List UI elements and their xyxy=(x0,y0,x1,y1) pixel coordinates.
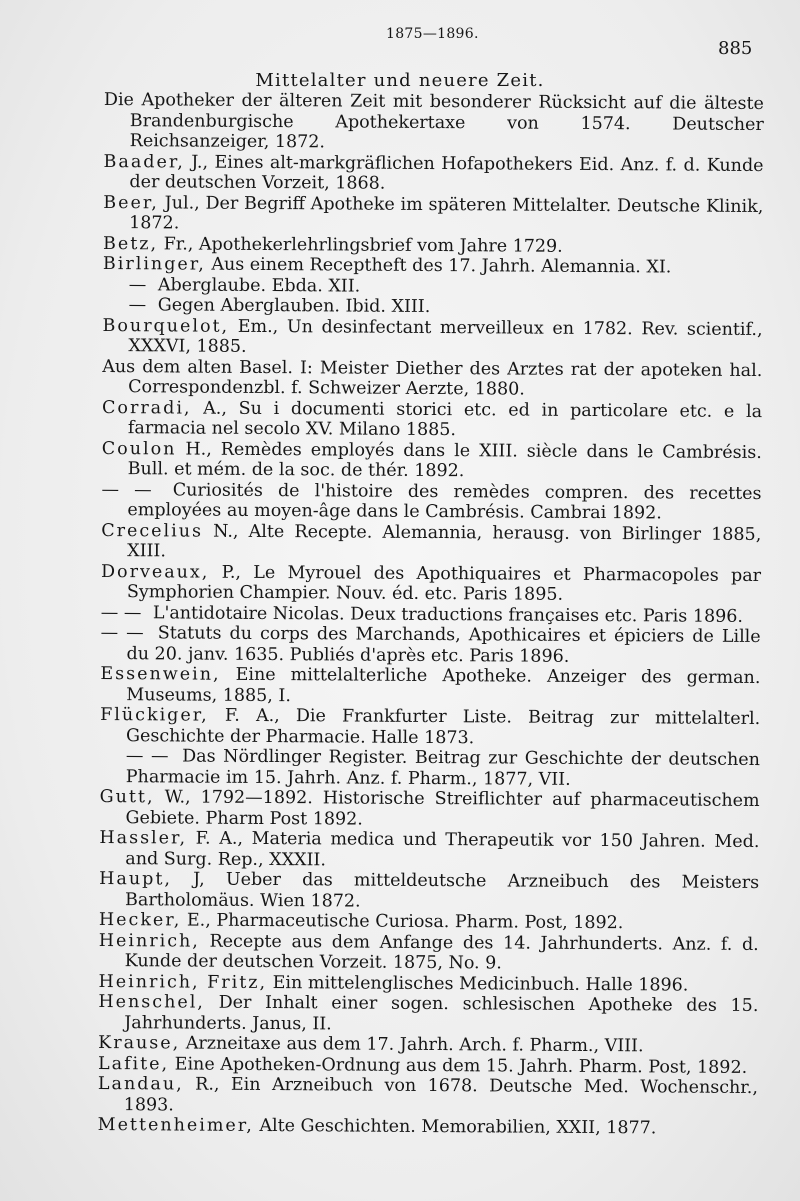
entry-author: Essenwein, xyxy=(100,663,221,685)
entry-text: Fr., Apothekerlehrlingsbrief vom Jahre 1729. xyxy=(158,233,563,257)
bibliography-entry xyxy=(101,561,761,606)
entry-author: Mettenheimer, xyxy=(97,1114,254,1136)
entry-text: Ein mittelenglisches Medicinbuch. Halle 1896. xyxy=(267,972,689,996)
entry-text: Aus einem Receptheft des 17. Jahrh. Alemannia. XI. xyxy=(205,254,672,278)
entry-author: Coulon xyxy=(101,438,177,459)
entry-text: Aberglaube. Ebda. XII. xyxy=(152,274,361,297)
bibliography-entry xyxy=(100,623,760,668)
bibliography-entry xyxy=(101,479,761,524)
bibliography-entry xyxy=(98,992,758,1037)
entry-text: Das Nördlinger Register. Beitrag zur Geschichte der deutschen Pharmacie im 15. Jahrh. Anz. f. Pharm., 1877, VII. xyxy=(125,746,760,790)
entry-text: Gegen Aberglauben. Ibid. XIII. xyxy=(152,295,431,317)
bibliography-entry xyxy=(101,520,761,565)
entry-text: Eine Apotheken-Ordnung aus dem 15. Jahrh. Pharm. Post, 1892. xyxy=(169,1053,748,1078)
entry-author: Henschel, xyxy=(98,991,205,1013)
ditto-dash: — — xyxy=(125,746,169,767)
entry-author: Hecker, xyxy=(98,909,182,931)
bibliography-entry xyxy=(102,397,762,442)
entry-text: Em., Un desinfectant merveilleux en 1782. Rev. scientif., XXXVI, 1885. xyxy=(128,316,763,357)
entry-text: J., Eines alt-markgräflichen Hofapothekers Eid. Anz. f. d. Kunde der deutschen Vorzeit, 1868. xyxy=(129,151,764,194)
entry-author: Birlinger, xyxy=(102,253,206,275)
entry-text: Jul., Der Begriff Apotheke im späteren Mittelalter. Deutsche Klinik, 1872. xyxy=(129,192,764,234)
entry-author: Betz, xyxy=(103,233,159,254)
ditto-dash: — — xyxy=(101,479,152,500)
running-head: 1875—1896. xyxy=(386,26,479,42)
bibliography-entry xyxy=(104,90,764,156)
entry-text: Die Apotheker der älteren Zeit mit besonderer Rücksicht auf die älteste Brandenburgische Apothekertaxe von 1574. Deutscher Reichsanzeiger, 1872. xyxy=(103,90,764,153)
entry-text: Curiosités de l'histoire des remèdes compren. des recettes employées au moyen-âge dans le Cambrésis. Cambrai 1892. xyxy=(127,479,762,524)
ditto-dash: — — xyxy=(100,602,142,623)
entry-text: F. A., Die Frankfurter Liste. Beitrag zur mittelalterl. Geschichte der Pharmacie. Halle 1873. xyxy=(125,705,761,748)
entry-text: Arzneitaxe aus dem 17. Jahrh. Arch. f. Pharm., VIII. xyxy=(180,1033,644,1057)
entry-text: Alte Geschichten. Memorabilien, XXII, 1877. xyxy=(253,1115,657,1139)
entry-text: L'antidotaire Nicolas. Deux traductions françaises etc. Paris 1896. xyxy=(147,602,744,627)
entry-author: Heinrich, xyxy=(98,930,200,952)
bibliography-entry xyxy=(99,787,759,832)
entry-author: Baader, xyxy=(103,151,185,172)
entry-text: J, Ueber das mitteldeutsche Arzneibuch des Meisters Bartholomäus. Wien 1872. xyxy=(124,869,760,912)
entry-author: Dorveaux, xyxy=(100,561,210,583)
bibliography-entry xyxy=(99,869,759,914)
bibliography-entry xyxy=(99,930,759,975)
bibliography-entry xyxy=(103,192,763,237)
entry-author: Lafite, xyxy=(97,1053,170,1074)
bibliography-entry xyxy=(98,1115,758,1140)
entry-author: Haupt, xyxy=(99,868,173,890)
entry-author: Krause, xyxy=(98,1032,181,1054)
entry-text: Eine mittelalterliche Apotheke. Anzeiger des german. Museums, 1885, I. xyxy=(126,664,761,706)
entry-text: E., Pharmaceutische Curiosa. Pharm. Post, 1892. xyxy=(181,910,624,934)
entry-author: Heinrich, Fritz, xyxy=(98,971,268,993)
entry-text: P., Le Myrouel des Apothiquaires et Pharmacopoles par Symphorien Champier. Nouv. éd. etc. Paris 1895. xyxy=(126,562,762,605)
entry-author: Flückiger, xyxy=(100,704,209,726)
entry-text: H., Remèdes employés dans le XIII. siècle dans le Cambrésis. Bull. et mém. de la soc. de thér. 1892. xyxy=(127,438,762,482)
entry-author: Crecelius xyxy=(101,520,204,542)
entry-author: Beer, xyxy=(103,192,159,213)
entry-author: Corradi, xyxy=(101,397,192,419)
bibliography-entry xyxy=(102,315,762,360)
bibliography-entry xyxy=(103,151,763,196)
entry-text: Recepte aus dem Anfange des 14. Jahrhunderts. Anz. f. d. Kunde der deutschen Vorzeit. 1875, No. 9. xyxy=(124,931,759,974)
bibliography-entry xyxy=(102,438,762,483)
entry-text: R., Ein Arzneibuch von 1678. Deutsche Med. Wochenschr., 1893. xyxy=(123,1074,758,1115)
section-heading: Mittelalter und neuere Zeit. xyxy=(255,70,545,91)
entry-text: A., Su i documenti storici etc. ed in particolare etc. e la farmacia nel secolo XV. Milano 1885. xyxy=(127,398,763,441)
entry-author: Gutt, xyxy=(99,786,155,808)
bibliography-entry xyxy=(100,746,760,791)
bibliography-entry xyxy=(100,664,760,709)
ditto-dash: — xyxy=(128,274,147,295)
entry-text: W., 1792—1892. Historische Streiflichter auf pharmaceutischem Gebiete. Pharm Post 1892. xyxy=(125,787,760,830)
page-number: 885 xyxy=(718,38,753,59)
entry-author: Landau, xyxy=(97,1073,184,1095)
bibliography-entry xyxy=(98,1074,758,1119)
bibliography-entry xyxy=(100,705,760,750)
entry-author: Bourquelot, xyxy=(102,315,230,337)
entry-text: Der Inhalt einer sogen. schlesischen Apotheke des 15. Jahrhunderts. Janus, II. xyxy=(124,992,759,1034)
entry-text: N., Alte Recepte. Alemannia, herausg. von Birlinger 1885, XIII. xyxy=(127,521,762,562)
entry-text: Statuts du corps des Marchands, Apothicaires et épiciers de Lille du 20. janv. 1635. Publiés d'après etc. Paris 1896. xyxy=(126,623,761,667)
ditto-dash: — — xyxy=(100,622,144,644)
entry-text: Aus dem alten Basel. I: Meister Diether des Arztes rat der apoteken hal. Correspondenzbl. f. Schweizer Aerzte, 1880. xyxy=(102,356,763,400)
ditto-dash: — xyxy=(128,295,147,316)
entry-text: F. A., Materia medica und Therapeutik vor 150 Jahren. Med. and Surg. Rep., XXXII. xyxy=(125,828,760,870)
bibliography-list xyxy=(98,90,764,1140)
entry-author: Hassler, xyxy=(99,827,188,849)
bibliography-entry xyxy=(102,356,762,401)
bibliography-entry xyxy=(99,828,759,873)
